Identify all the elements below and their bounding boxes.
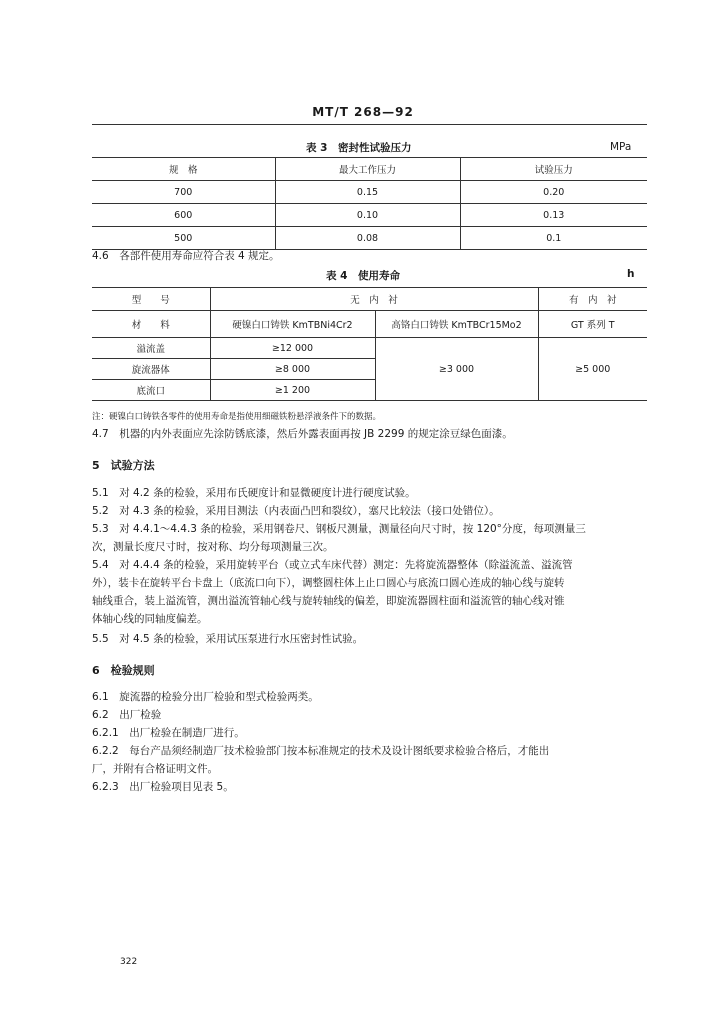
table-header-row	[92, 288, 647, 311]
part-name: 底流口	[92, 380, 210, 401]
part-name: 溢流盖	[92, 338, 210, 359]
with-liner-header: 有 内 衬	[538, 288, 647, 311]
no-liner-header: 无 内 衬	[210, 288, 538, 311]
col-header-max-pressure: 最大工作压力	[275, 158, 460, 181]
material-high-chrome: 高铬白口铸铁 KmTBCr15Mo2	[375, 311, 538, 338]
clause-6-2-1: 6.2.1 出厂检验在制造厂进行。	[92, 727, 245, 739]
part-name: 旋流器体	[92, 359, 210, 380]
section-6-title: 6 检验规则	[92, 664, 155, 677]
clause-5-3-line1: 5.3 对 4.4.1～4.4.3 条的检验，采用钢卷尺、钢板尺测量，测量径向尺寸时，按 120°分度，每项测量三	[92, 523, 586, 535]
table3-caption: 表 3 密封性试验压力	[306, 142, 412, 154]
clause-5-4-line2: 外），装卡在旋转平台卡盘上（底流口向下），调整圆柱体上止口圆心与底流口圆心连成的轴心线与旋转	[92, 577, 565, 589]
life-value: ≥8 000	[210, 359, 375, 380]
type-label: 型 号	[92, 288, 210, 311]
clause-5-5: 5.5 对 4.5 条的检验，采用试压泵进行水压密封性试验。	[92, 633, 364, 645]
clause-5-4-line3: 轴线重合，装上溢流管，测出溢流管轴心线与旋转轴线的偏差，即旋流器圆柱面和溢流管的轴心线对锥	[92, 595, 565, 607]
material-ni-hard: 硬镍白口铸铁 KmTBNi4Cr2	[210, 311, 375, 338]
clause-5-4-line1: 5.4 对 4.4.4 条的检验，采用旋转平台（或立式车床代替）测定：先将旋流器整体（除溢流盖、溢流管	[92, 559, 573, 571]
clause-6-1: 6.1 旋流器的检验分出厂检验和型式检验两类。	[92, 691, 319, 703]
material-row	[92, 311, 647, 338]
material-label: 材 料	[92, 311, 210, 338]
life-value: ≥1 200	[210, 380, 375, 401]
high-chrome-life: ≥3 000	[375, 338, 538, 401]
table-row	[92, 204, 647, 227]
table4-unit: h	[627, 268, 635, 280]
table-row	[92, 181, 647, 204]
section-5-title: 5 试验方法	[92, 459, 155, 472]
standard-number-header: MT/T 268—92	[312, 105, 414, 119]
life-value: ≥12 000	[210, 338, 375, 359]
table4-note: 注：硬镍白口铸铁各零件的使用寿命是指使用细磁铁粉悬浮液条件下的数据。	[92, 412, 382, 422]
clause-5-1: 5.1 对 4.2 条的检验，采用布氏硬度计和显微硬度计进行硬度试验。	[92, 487, 416, 499]
clause-6-2-2-line2: 厂，并附有合格证明文件。	[92, 763, 218, 775]
table-cell: 0.13	[460, 204, 647, 227]
col-header-spec: 规 格	[92, 158, 275, 181]
clause-6-2: 6.2 出厂检验	[92, 709, 162, 721]
table3-unit: MPa	[610, 141, 632, 153]
table-cell: 0.08	[275, 227, 460, 250]
table4-service-life	[92, 287, 647, 401]
table3-seal-test-pressure	[92, 157, 647, 250]
table-row	[92, 338, 647, 359]
material-gt: GT 系列 T	[538, 311, 647, 338]
gt-life: ≥5 000	[538, 338, 647, 401]
clause-4-6: 4.6 各部件使用寿命应符合表 4 规定。	[92, 250, 280, 262]
clause-6-2-3: 6.2.3 出厂检验项目见表 5。	[92, 781, 234, 793]
clause-5-4-line4: 体轴心线的同轴度偏差。	[92, 613, 208, 625]
clause-5-2: 5.2 对 4.3 条的检验，采用目测法（内表面凸凹和裂纹），塞尺比较法（接口处错位）。	[92, 505, 500, 517]
table-cell: 0.10	[275, 204, 460, 227]
table-cell: 500	[92, 227, 275, 250]
table-header-row	[92, 158, 647, 181]
col-header-test-pressure: 试验压力	[460, 158, 647, 181]
clause-4-7: 4.7 机器的内外表面应先涂防锈底漆，然后外露表面再按 JB 2299 的规定涂豆绿色面漆。	[92, 428, 513, 440]
table-cell: 600	[92, 204, 275, 227]
table-cell: 0.1	[460, 227, 647, 250]
table-cell: 0.20	[460, 181, 647, 204]
header-rule	[92, 124, 647, 125]
page-number: 322	[120, 957, 138, 967]
clause-5-3-line2: 次，测量长度尺寸时，按对称、均分每项测量三次。	[92, 541, 334, 553]
table4-caption: 表 4 使用寿命	[326, 270, 400, 282]
clause-6-2-2-line1: 6.2.2 每台产品须经制造厂技术检验部门按本标准规定的技术及设计图纸要求检验合格后，才能出	[92, 745, 550, 757]
table-cell: 700	[92, 181, 275, 204]
table-cell: 0.15	[275, 181, 460, 204]
